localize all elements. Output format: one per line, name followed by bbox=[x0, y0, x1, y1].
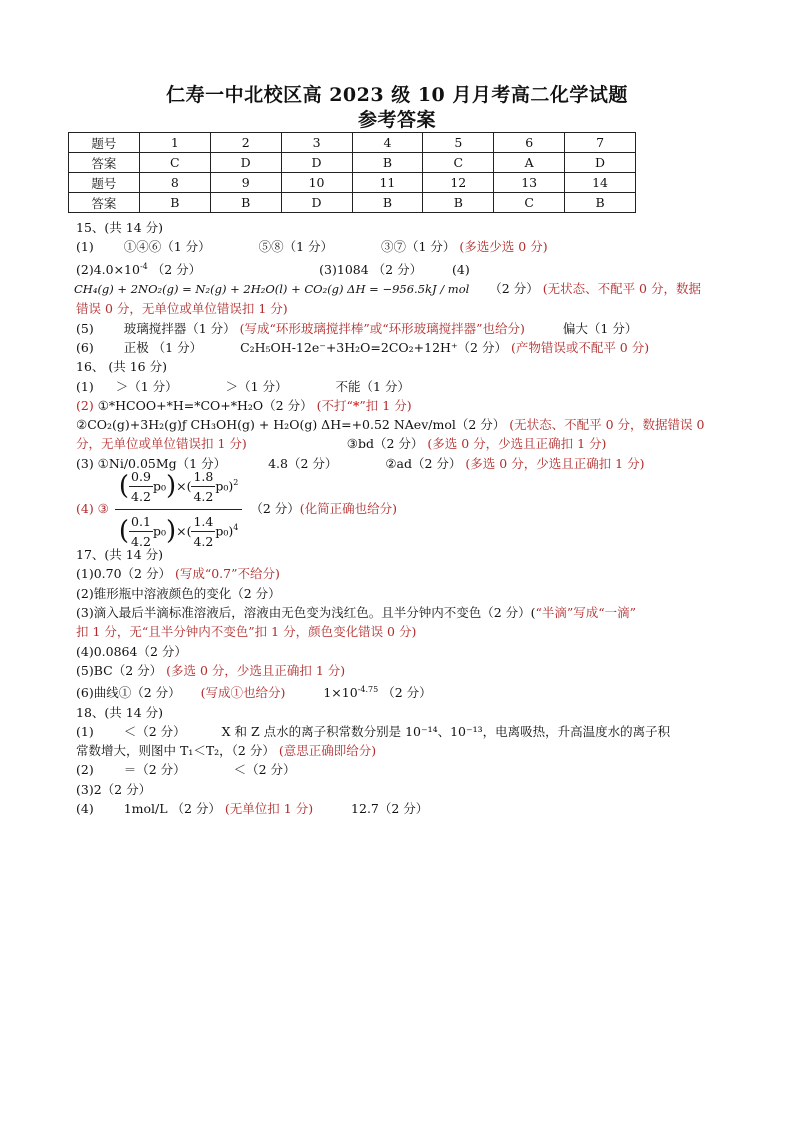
scoring-note: (化简正确也给分) bbox=[299, 501, 398, 517]
q16-answer: (3) ①Ni/0.05Mg（1 分） bbox=[76, 455, 227, 471]
scoring-note: (写成“0.7”不给分) bbox=[174, 566, 280, 582]
q16-answer: ＞（1 分） bbox=[115, 378, 178, 394]
q16-answer: 不能（1 分） bbox=[335, 378, 410, 394]
table-cell: 题号 bbox=[69, 173, 140, 193]
table-cell: 答案 bbox=[69, 193, 140, 213]
q16-answer: （2 分） bbox=[250, 501, 300, 517]
q16-answer: ②ad（2 分） bbox=[385, 455, 462, 471]
thermochemical-equation: CH₄(g) + 2NO₂(g) = N₂(g) + 2H₂O(l) + CO₂(g) ΔH = −956.5kJ / mol bbox=[74, 282, 470, 297]
scoring-note: (产物错误或不配平 0 分) bbox=[510, 339, 650, 355]
scoring-note: (写成①也给分) bbox=[200, 685, 286, 701]
electrode-equation: C₂H₅OH-12e⁻+3H₂O=2CO₂+12H⁺（2 分） bbox=[240, 339, 507, 355]
table-cell: 6 bbox=[494, 133, 565, 153]
q15-answer: 玻璃搅拌器（1 分） bbox=[123, 320, 236, 336]
table-cell: B bbox=[423, 193, 494, 213]
q15-answer: （2 分） bbox=[151, 261, 202, 277]
q15-line-3 bbox=[74, 279, 726, 299]
q15-answer: (2)4.0×10 bbox=[76, 261, 140, 277]
table-cell: D bbox=[281, 153, 352, 173]
scoring-note: 扣 1 分，无“且半分钟内不变色”扣 1 分，颜色变化错误 0 分) bbox=[76, 624, 417, 640]
q15-answer: （2 分） bbox=[489, 281, 539, 297]
answers-body bbox=[76, 218, 726, 818]
kp-denominator: ( $\frac{0.1}{4.2}$ p₀)×( $\frac{1.4}{4.2}$ p₀)$^4$ bbox=[118, 513, 239, 549]
table-cell: D bbox=[281, 193, 352, 213]
page-subtitle: 参考答案 bbox=[357, 109, 436, 131]
q16-line-6 bbox=[76, 468, 726, 549]
q18-part-label: (4) bbox=[76, 801, 94, 817]
scoring-note: (不打“*”扣 1 分) bbox=[316, 397, 412, 413]
table-cell: 9 bbox=[210, 173, 281, 193]
table-cell: A bbox=[494, 153, 565, 173]
q18-line-1 bbox=[76, 722, 726, 741]
q17-answer: (5)BC（2 分） bbox=[76, 662, 163, 678]
q18-line-4: (3)2（2 分） bbox=[76, 781, 152, 797]
table-cell: 2 bbox=[210, 133, 281, 153]
q17-heading: 17、(共 14 分) bbox=[76, 547, 164, 563]
q17-line-1 bbox=[76, 564, 726, 583]
q15-answer: 偏大（1 分） bbox=[562, 320, 638, 336]
kp-expression bbox=[115, 467, 242, 551]
q18-answer: 常数增大，则图中 T₁＜T₂，（2 分） bbox=[76, 743, 275, 759]
q15-answer: ⑤⑧（1 分） bbox=[258, 239, 334, 255]
answer-table bbox=[68, 132, 636, 213]
exponent: -4 bbox=[139, 261, 148, 271]
q18-answer: 12.7（2 分） bbox=[351, 801, 429, 817]
table-cell: C bbox=[494, 193, 565, 213]
q18-line-3 bbox=[76, 760, 726, 779]
table-cell: 8 bbox=[139, 173, 210, 193]
table-cell: 3 bbox=[281, 133, 352, 153]
table-cell: 7 bbox=[565, 133, 636, 153]
table-cell: D bbox=[210, 153, 281, 173]
q15-part-label: (1) bbox=[76, 239, 94, 255]
table-cell: 题号 bbox=[69, 133, 140, 153]
page-title: 仁寿一中北校区高 2023 级 10 月月考高二化学试题 bbox=[166, 84, 628, 106]
scoring-note: 分，无单位或单位错误扣 1 分) bbox=[76, 436, 247, 452]
q17-line-5: (4)0.0864（2 分） bbox=[76, 643, 187, 659]
q16-line-4 bbox=[76, 434, 726, 453]
q15-line-2 bbox=[76, 257, 726, 279]
scoring-note: “半滴”写成“一滴” bbox=[535, 604, 637, 620]
table-cell: B bbox=[210, 193, 281, 213]
table-cell: C bbox=[423, 153, 494, 173]
scoring-note: (多选 0 分，少选且正确扣 1 分) bbox=[166, 662, 346, 678]
q15-line-1 bbox=[76, 237, 726, 256]
q17-line-2: (2)锥形瓶中溶液颜色的变化（2 分） bbox=[76, 585, 281, 601]
table-cell: C bbox=[139, 153, 210, 173]
q16-part-label: (4) ③ bbox=[76, 501, 109, 517]
table-row bbox=[69, 153, 636, 173]
q18-answer: 1mol/L （2 分） bbox=[123, 801, 221, 817]
q15-line-6 bbox=[76, 338, 726, 357]
table-cell: B bbox=[139, 193, 210, 213]
table-cell: 4 bbox=[352, 133, 423, 153]
q15-part-label: (6) bbox=[76, 339, 94, 355]
table-cell: 5 bbox=[423, 133, 494, 153]
q15-answer: ①④⑥（1 分） bbox=[123, 239, 211, 255]
q17-line-7 bbox=[76, 680, 726, 702]
table-cell: D bbox=[565, 153, 636, 173]
scoring-note: (写成“环形玻璃搅拌棒”或“环形玻璃搅拌器”也给分) bbox=[239, 320, 525, 336]
q16-answer: 4.8（2 分） bbox=[268, 455, 338, 471]
table-cell: B bbox=[352, 153, 423, 173]
table-cell: 答案 bbox=[69, 153, 140, 173]
q16-line-2 bbox=[76, 396, 726, 415]
q18-line-2 bbox=[76, 741, 726, 760]
q18-answer: ＝（2 分） bbox=[123, 762, 186, 778]
table-cell: B bbox=[352, 193, 423, 213]
q15-answer: (3)1084 （2 分） bbox=[319, 261, 423, 277]
scoring-note: (多选 0 分，少选且正确扣 1 分) bbox=[427, 436, 607, 452]
q15-part-label: (4) bbox=[452, 261, 470, 277]
q15-line-5 bbox=[76, 319, 726, 338]
q15-answer: ③⑦（1 分） bbox=[381, 239, 456, 255]
q16-line-1 bbox=[76, 377, 726, 396]
q16-answer: ＞（1 分） bbox=[225, 378, 288, 394]
table-cell: 12 bbox=[423, 173, 494, 193]
q18-part-label: (2) bbox=[76, 762, 94, 778]
q18-answer: X 和 Z 点水的离子积常数分别是 10⁻¹⁴、10⁻¹³，电离吸热，升高温度水的离子积 bbox=[221, 723, 671, 739]
scoring-note: (无单位扣 1 分) bbox=[224, 801, 314, 817]
table-row bbox=[69, 133, 636, 153]
q18-answer: ＜（2 分） bbox=[123, 723, 186, 739]
scoring-note: (无状态、不配平 0 分，数据错误 0 bbox=[509, 417, 705, 433]
q15-answer: 正极 （1 分） bbox=[123, 339, 203, 355]
q18-heading: 18、(共 14 分) bbox=[76, 704, 164, 720]
q16-part-label: (1) bbox=[76, 378, 94, 394]
exponent: -4.75 bbox=[357, 685, 379, 695]
asterisk-mark: * bbox=[352, 397, 360, 413]
q17-line-3 bbox=[76, 603, 726, 622]
scoring-note: (无状态、不配平 0 分，数据 bbox=[542, 281, 701, 297]
q16-answer: ③bd（2 分） bbox=[346, 436, 424, 452]
q18-part-label: (1) bbox=[76, 723, 94, 739]
q17-answer: 1×10 bbox=[323, 685, 358, 701]
table-cell: 14 bbox=[565, 173, 636, 193]
table-row bbox=[69, 173, 636, 193]
table-cell: 1 bbox=[139, 133, 210, 153]
table-cell: 10 bbox=[281, 173, 352, 193]
table-cell: B bbox=[565, 193, 636, 213]
scoring-note: 错误 0 分，无单位或单位错误扣 1 分) bbox=[76, 301, 288, 317]
scoring-note: (多选少选 0 分) bbox=[459, 239, 548, 255]
q15-part-label: (5) bbox=[76, 320, 94, 336]
kp-numerator: ( $\frac{0.9}{4.2}$ p₀)×( $\frac{1.8}{4.2}$ p₀)$^2$ bbox=[115, 467, 242, 510]
q17-line-6 bbox=[76, 661, 726, 680]
table-cell: 13 bbox=[494, 173, 565, 193]
q17-answer: (6)曲线①（2 分） bbox=[76, 685, 181, 701]
q16-line-3 bbox=[76, 415, 726, 434]
q17-answer: (3)滴入最后半滴标准溶液后，溶液由无色变为浅红色。且半分钟内不变色（2 分）( bbox=[76, 604, 536, 620]
scoring-note: (多选 0 分，少选且正确扣 1 分) bbox=[465, 455, 645, 471]
q17-answer: (1)0.70（2 分） bbox=[76, 566, 171, 582]
q16-heading: 16、 (共 16 分) bbox=[76, 359, 167, 375]
table-row bbox=[69, 193, 636, 213]
q18-answer: ＜（2 分） bbox=[233, 762, 296, 778]
scoring-note: (意思正确即给分) bbox=[278, 743, 377, 759]
q17-answer: （2 分） bbox=[382, 685, 432, 701]
q16-answer: ②CO₂(g)+3H₂(g)ƒ CH₃OH(g) + H₂O(g) ΔH=+0.52 NAev/mol（2 分） bbox=[76, 417, 506, 433]
q15-heading: 15、(共 14 分) bbox=[76, 220, 164, 235]
table-cell: 11 bbox=[352, 173, 423, 193]
q16-answer: ①*HCOO+*H=*CO+*H₂O（2 分） bbox=[97, 397, 313, 413]
q16-part-label: (2) bbox=[76, 397, 94, 413]
q18-line-5 bbox=[76, 799, 726, 818]
